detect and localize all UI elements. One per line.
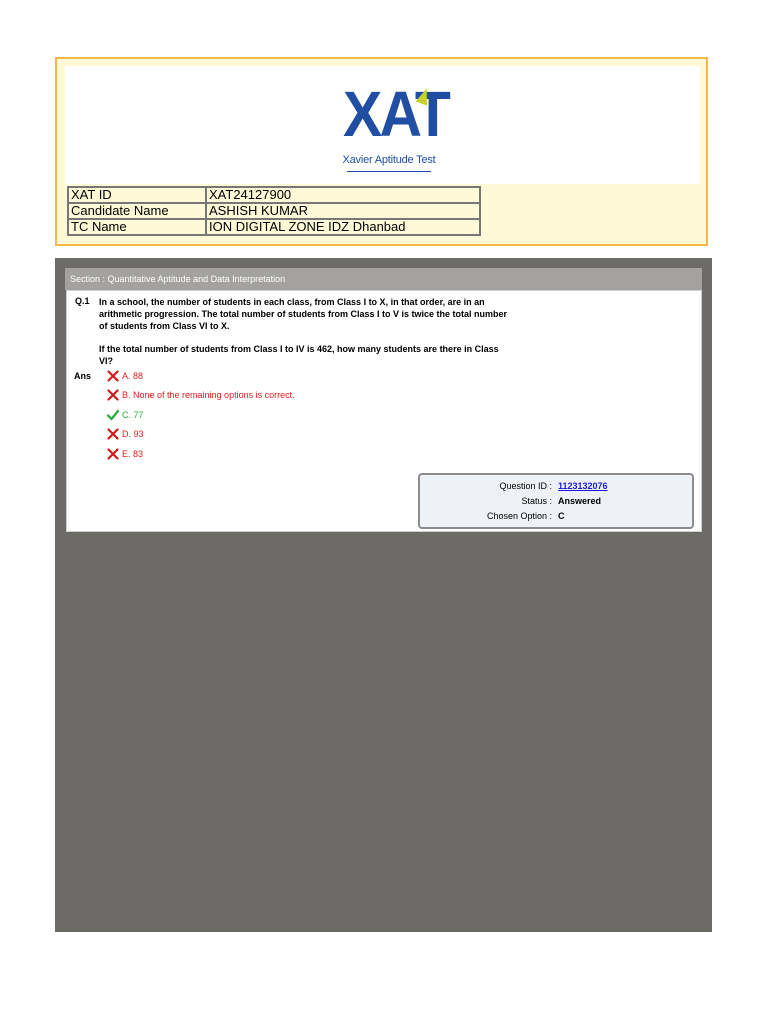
candidate-header <box>55 57 708 246</box>
question-id-row <box>420 479 692 493</box>
option-label: E. 83 <box>122 449 144 459</box>
option-label: D. 93 <box>122 429 144 439</box>
question-id-label: Question ID : <box>499 481 552 491</box>
table-row <box>68 187 480 203</box>
info-value: ASHISH KUMAR <box>206 203 480 219</box>
chosen-option-value: C <box>558 511 565 521</box>
info-value: ION DIGITAL ZONE IDZ Dhanbad <box>206 219 480 235</box>
info-label: TC Name <box>68 219 206 235</box>
table-row <box>68 203 480 219</box>
answer-label: Ans <box>74 371 92 381</box>
question-paragraph: If the total number of students from Class I to IV is 462, how many students are there in Class VI? <box>99 344 499 366</box>
question-number: Q.1 <box>75 296 90 306</box>
response-panel <box>55 258 712 932</box>
option-d <box>107 428 144 440</box>
info-label: Candidate Name <box>68 203 206 219</box>
option-label: C. 77 <box>122 410 144 420</box>
logo-title: XAT <box>343 78 449 150</box>
cross-icon <box>107 389 119 401</box>
option-label: B. None of the remaining options is correct. <box>122 390 295 400</box>
logo-underline <box>347 171 431 172</box>
option-c <box>107 409 144 421</box>
question-details-box <box>418 473 694 529</box>
question-card <box>66 290 702 532</box>
info-label: XAT ID <box>68 187 206 203</box>
cross-icon <box>107 370 119 382</box>
status-value: Answered <box>558 496 602 506</box>
question-id-link[interactable]: 1123132076 <box>558 481 608 491</box>
logo-subtitle: Xavier Aptitude Test <box>342 154 436 166</box>
option-label: A. 88 <box>122 371 144 381</box>
question-paragraph: In a school, the number of students in each class, from Class I to X, in that order, are in an arithmetic progression. The total number of students from Class I to V is twice the total number of students from Class VI to X. <box>99 297 508 331</box>
option-b <box>107 389 295 401</box>
cross-icon <box>107 448 119 460</box>
chosen-option-row <box>420 509 692 523</box>
logo-area <box>65 66 700 184</box>
status-label: Status : <box>521 496 552 506</box>
table-row <box>68 219 480 235</box>
section-title: Section : Quantitative Aptitude and Data Interpretation <box>65 268 702 290</box>
chosen-option-label: Chosen Option : <box>486 511 552 521</box>
checkmark-icon <box>107 409 119 421</box>
option-e <box>107 448 143 460</box>
candidate-info-table <box>67 186 481 236</box>
question-text <box>99 296 509 378</box>
cross-icon <box>107 428 119 440</box>
status-row <box>420 494 692 508</box>
info-value: XAT24127900 <box>206 187 480 203</box>
option-a <box>107 370 143 382</box>
xat-logo <box>339 78 449 182</box>
